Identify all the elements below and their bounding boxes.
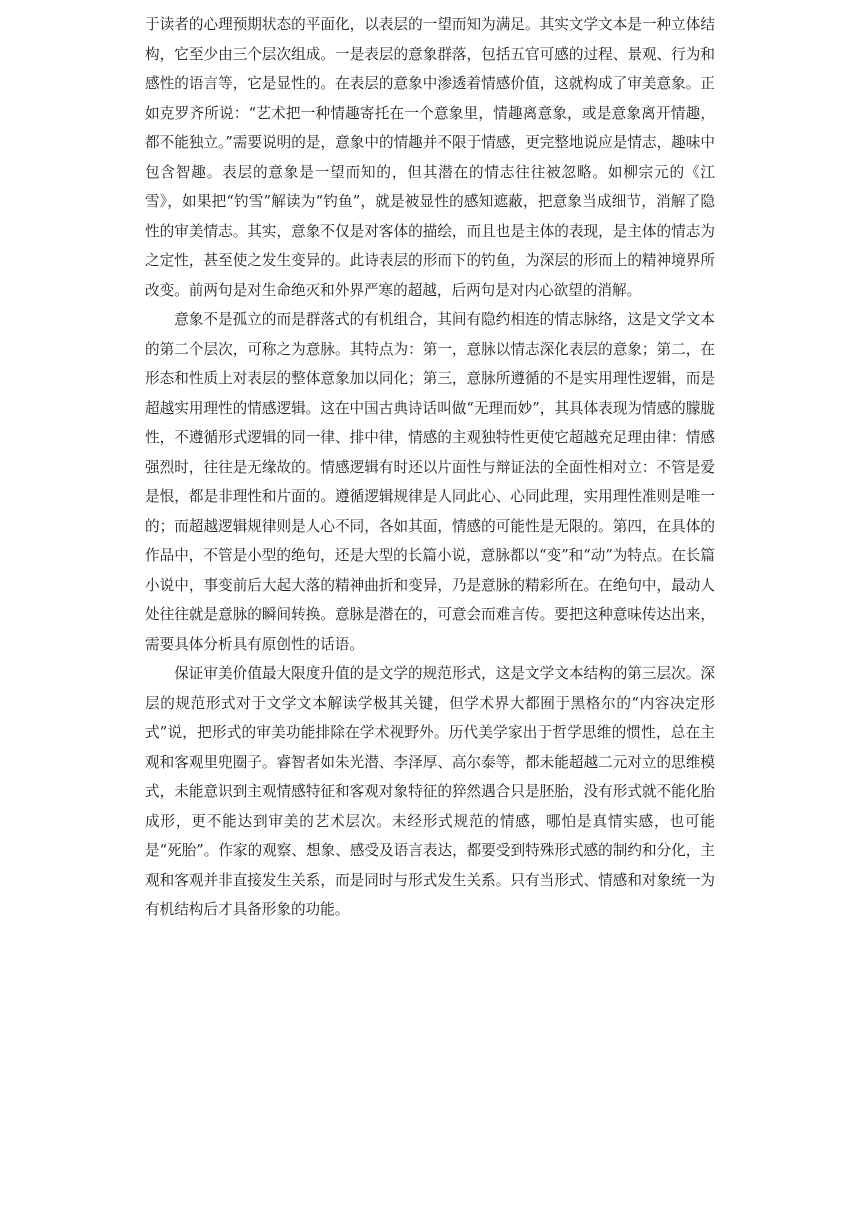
paragraph-1: 于读者的心理预期状态的平面化，以表层的一望而知为满足。其实文学文本是一种立体结构，它至少由三个层次组成。一是表层的意象群落，包括五官可感的过程、景观、行为和感性的语言等，它是显性的。在表层的意象中渗透着情感价值，这就构成了审美意象。正如克罗齐所说：“艺术把一种情趣寄托在一个意象里，情趣离意象，或是意象离开情趣，都不能独立。”需要说明的是，意象中的情趣并不限于情感，更完整地说应是情志，趣味中包含智趣。表层的意象是一望而知的，但其潜在的情志往往被忽略。如柳宗元的《江雪》，如果把“钓雪”解读为“钓鱼”，就是被显性的感知遮蔽，把意象当成细节，消解了隐性的审美情志。其实，意象不仅是对客体的描绘，而且也是主体的表现，是主体的情志为之定性，甚至使之发生变异的。此诗表层的形而下的钓鱼，为深层的形而上的精神境界所改变。前两句是对生命绝灭和外界严寒的超越，后两句是对内心欲望的消解。 bbox=[145, 16, 715, 299]
paragraph-3: 保证审美价值最大限度升值的是文学的规范形式，这是文学文本结构的第三层次。深层的规范形式对于文学文本解读学极其关键，但学术界大都囿于黑格尔的“内容决定形式”说，把形式的审美功能排除在学术视野外。历代美学家出于哲学思维的惯性，总在主观和客观里兜圈子。睿智者如朱光潜、李泽厚、高尔泰等，都未能超越二元对立的思维模式，未能意识到主观情感特征和客观对象特征的猝然遇合只是胚胎，没有形式就不能化胎成形，更不能达到审美的艺术层次。未经形式规范的情感，哪怕是真情实感，也可能是“死胎”。作家的观察、想象、感受及语言表达，都要受到特殊形式感的制约和分化，主观和客观并非直接发生关系，而是同时与形式发生关系。只有当形式、情感和对象统一为有机结构后才具备形象的功能。 bbox=[145, 665, 715, 918]
paragraph-2: 意象不是孤立的而是群落式的有机组合，其间有隐约相连的情志脉络，这是文学文本的第二个层次，可称之为意脉。其特点为：第一，意脉以情志深化表层的意象；第二，在形态和性质上对表层的整体意象加以同化；第三，意脉所遵循的不是实用理性逻辑，而是超越实用理性的情感逻辑。这在中国古典诗话叫做“无理而妙”，其具体表现为情感的朦胧性，不遵循形式逻辑的同一律、排中律，情感的主观独特性更使它超越充足理由律：情感强烈时，往往是无缘故的。情感逻辑有时还以片面性与辩证法的全面性相对立：不管是爱是恨，都是非理性和片面的。遵循逻辑规律是人同此心、心同此理，实用理性准则是唯一的；而超越逻辑规律则是人心不同，各如其面，情感的可能性是无限的。第四，在具体的作品中，不管是小型的绝句，还是大型的长篇小说，意脉都以“变”和“动”为特点。在长篇小说中，事变前后大起大落的精神曲折和变异，乃是意脉的精彩所在。在绝句中，最动人处往往就是意脉的瞬间转换。意脉是潜在的，可意会而难言传。要把这种意味传达出来，需要具体分析具有原创性的话语。 bbox=[145, 311, 715, 653]
article-body bbox=[145, 10, 715, 925]
